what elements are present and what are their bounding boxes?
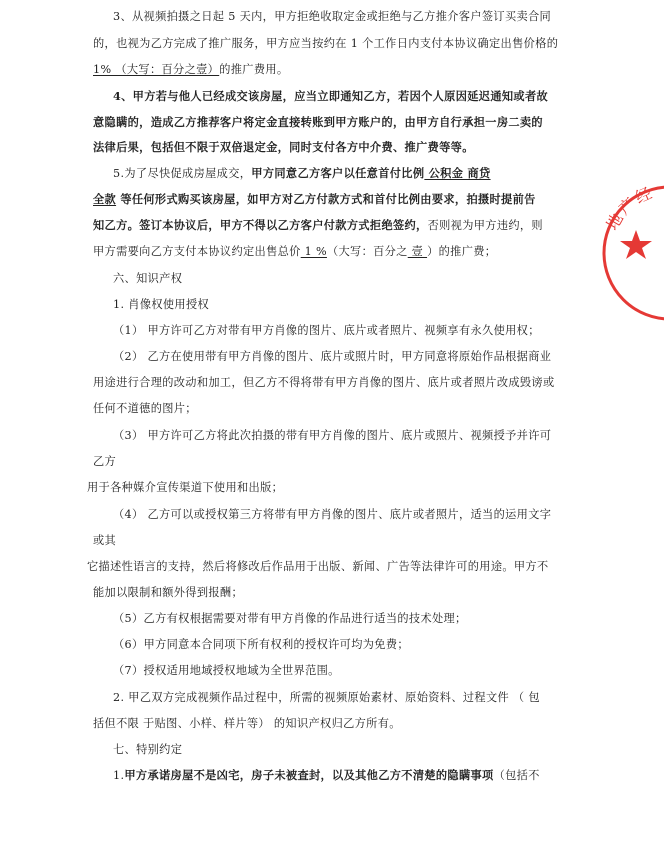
clause-5-line-2-rest: 等任何形式购买该房屋，如甲方对乙方付款方式和首付比例由要求，拍摄时提前告 bbox=[116, 192, 536, 206]
percent-underlined: 1 % bbox=[300, 245, 327, 258]
item-2-line-2: 用途进行合理的改动和加工，但乙方不得将带有甲方肖像的图片、底片或者照片改成毁谤或 bbox=[93, 376, 555, 389]
seal-text: 地产经 bbox=[602, 182, 657, 234]
clause-5-line-3-bold: 知乙方。签订本协议后，甲方不得以乙方客户付款方式拒绝签约， bbox=[93, 218, 428, 232]
clause-5-line-2 bbox=[93, 192, 536, 207]
clause-5-line-3-rest: 否则视为甲方违约，则 bbox=[427, 219, 543, 232]
item-7: （7）授权适用地域授权地域为全世界范围。 bbox=[113, 664, 340, 677]
clause-3-line-1: 3、从视频拍摄之日起 5 天内，甲方拒绝收取定金或拒绝与乙方推介客户签订买卖合同 bbox=[113, 10, 552, 23]
clause-5-intro: 5.为了尽快促成房屋成交， bbox=[113, 167, 252, 180]
item-2-line-3: 任何不道德的图片； bbox=[93, 402, 197, 415]
clause-3-line-3 bbox=[93, 62, 288, 77]
item-1: （1） 甲方许可乙方对带有甲方肖像的图片、底片或者照片、视频享有永久使用权； bbox=[113, 324, 540, 337]
item-6: （6）甲方同意本合同项下所有权利的授权许可均为免费； bbox=[113, 638, 409, 651]
item-2-line-1: （2） 乙方在使用带有甲方肖像的图片、底片或照片时，甲方同意将原始作品根据商业 bbox=[113, 350, 552, 363]
fee-suffix: ）的推广费； bbox=[427, 245, 497, 258]
special-clause-number: 1. bbox=[113, 769, 125, 782]
clause-3-line-2: 的，也视为乙方完成了推广服务，甲方应当按约在 1 个工作日内支付本协议确定出售价格的 bbox=[93, 37, 559, 50]
item-3-line-3: 用于各种媒介宣传渠道下使用和出版； bbox=[87, 481, 284, 494]
special-clause-rest: （包括不 bbox=[493, 769, 540, 782]
clause-4-line-2: 意隐瞒的，造成乙方推荐客户将定金直接转账到甲方账户的，由甲方自行承担一房二卖的 bbox=[93, 115, 543, 129]
clause-4-line-1: 4、甲方若与他人已经成交该房屋，应当立即通知乙方，若因个人原因延迟通知或者故 bbox=[113, 89, 549, 103]
clause-4-line-3: 法律后果，包括但不限于双倍退定金，同时支付各方中介费、推广费等等。 bbox=[93, 140, 474, 154]
item-4-line-2: 或其 bbox=[93, 534, 117, 547]
fee-rate-underlined: 1% （大写：百分之壹） bbox=[93, 63, 220, 76]
section-7-heading: 七、特别约定 bbox=[113, 743, 183, 756]
fee-rate-suffix: 的推广费用。 bbox=[219, 63, 289, 76]
clause-5-bold: 甲方同意乙方客户以任意首付比例 bbox=[251, 166, 425, 180]
uppercase-label: （大写：百分之 bbox=[326, 245, 408, 258]
section-6-heading: 六、知识产权 bbox=[113, 272, 183, 285]
full-payment-underlined: 全款 bbox=[93, 192, 117, 206]
special-clause-bold: 甲方承诺房屋不是凶宅，房子未被查封，以及其他乙方不清楚的隐瞒事项 bbox=[124, 768, 494, 782]
clause-5-line-1 bbox=[113, 166, 491, 181]
payment-options-underlined: 公积金 商贷 bbox=[424, 166, 491, 180]
seal-star-icon bbox=[620, 230, 652, 259]
item-4-line-3: 它描述性语言的支持，然后将修改后作品用于出版、新闻、广告等法律许可的用途。甲方不 bbox=[87, 560, 549, 573]
uppercase-value-underlined: 壹 bbox=[407, 245, 428, 258]
special-clause-1-line-1 bbox=[113, 768, 540, 783]
clause-5-line-4 bbox=[93, 244, 496, 259]
subsection-2-line-2: 括但不限 于贴图、小样、样片等） 的知识产权归乙方所有。 bbox=[93, 717, 401, 730]
item-4-line-1: （4） 乙方可以或授权第三方将带有甲方肖像的图片、底片或者照片，适当的运用文字 bbox=[113, 508, 552, 521]
item-3-line-1: （3） 甲方许可乙方将此次拍摄的带有甲方肖像的图片、底片或照片、视频授予并许可 bbox=[113, 429, 552, 442]
contract-page bbox=[87, 0, 568, 850]
item-4-line-4: 能加以限制和额外得到报酬； bbox=[93, 586, 243, 599]
clause-5-line-3 bbox=[93, 218, 543, 233]
subsection-2-line-1: 2. 甲乙双方完成视频作品过程中，所需的视频原始素材、原始资料、过程文件 （ 包 bbox=[113, 691, 540, 704]
item-5: （5）乙方有权根据需要对带有甲方肖像的作品进行适当的技术处理； bbox=[113, 612, 467, 625]
company-seal-stamp bbox=[600, 178, 664, 328]
subsection-portrait-rights: 1. 肖像权使用授权 bbox=[113, 298, 210, 311]
total-price-text: 甲方需要向乙方支付本协议约定出售总价 bbox=[93, 245, 301, 258]
item-3-line-2: 乙方 bbox=[93, 455, 117, 468]
